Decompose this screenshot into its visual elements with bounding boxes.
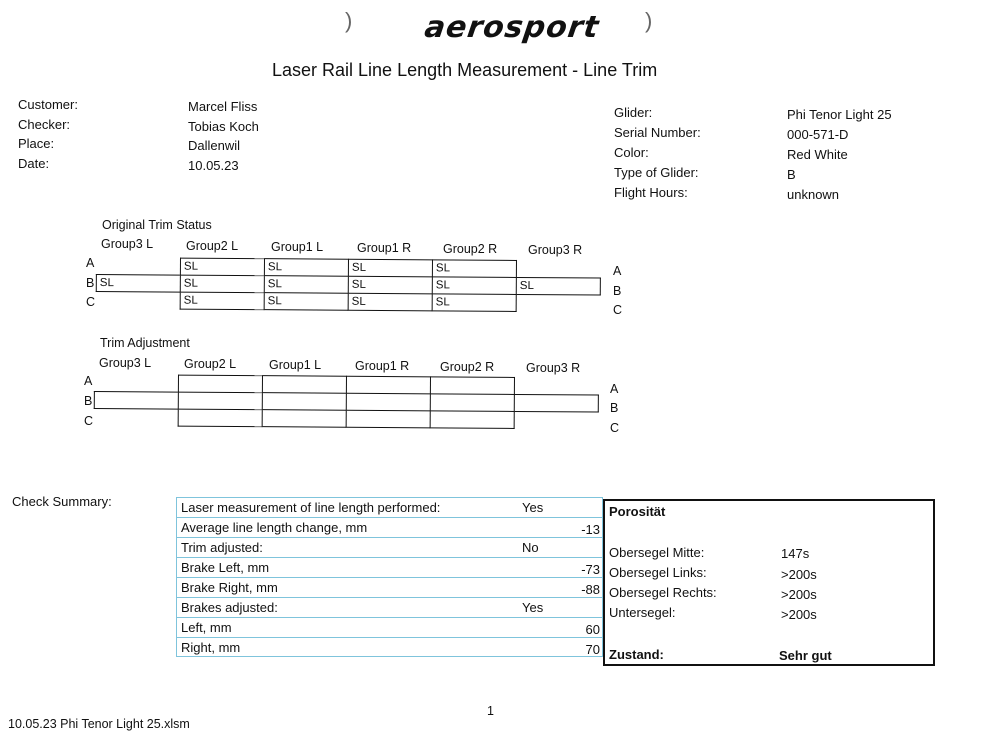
orig-row-b-left: B [86, 276, 95, 290]
summary-yes-no: No [522, 540, 539, 555]
porositaet-title: Porosität [609, 504, 666, 519]
obersegel-links-value: >200s [781, 567, 817, 582]
adj-row-a-left: A [84, 374, 93, 388]
orig-row-c-left: C [86, 295, 96, 309]
orig-c-group1-r: SL [348, 293, 432, 311]
adj-a-group3-l [94, 375, 178, 393]
summary-yes-no: Yes [522, 500, 544, 515]
orig-c-group3-r [516, 294, 600, 312]
zustand-value: Sehr gut [779, 648, 832, 663]
adj-a-group1-l [262, 376, 346, 394]
orig-a-group1-l: SL [264, 259, 348, 277]
summary-key: Average line length change, mm [181, 520, 368, 535]
checker-value: Tobias Koch [188, 119, 259, 134]
obersegel-rechts-value: >200s [781, 587, 817, 602]
orig-row-c-right: C [613, 303, 623, 317]
zustand-label: Zustand: [609, 647, 664, 662]
adj-group3-l-header: Group3 L [99, 356, 152, 370]
orig-row-b-right: B [613, 284, 622, 298]
orig-group1-r-header: Group1 R [357, 241, 412, 255]
orig-b-group1-r: SL [348, 276, 432, 294]
orig-b-group1-l: SL [264, 276, 348, 294]
orig-row-c [96, 292, 600, 313]
orig-c-group1-l: SL [264, 293, 348, 311]
orig-c-group2-l: SL [180, 292, 264, 310]
page-number: 1 [487, 704, 494, 718]
summary-row-brake-right [176, 577, 603, 597]
orig-group2-l-header: Group2 L [186, 239, 239, 253]
color-label: Color: [614, 145, 649, 160]
original-trim-table [96, 257, 601, 313]
trim-adjustment-table [94, 374, 599, 430]
summary-yes-no: Yes [522, 600, 544, 615]
date-label: Date: [18, 156, 50, 171]
orig-group1-l-header: Group1 L [271, 240, 324, 254]
summary-row-avg-change [176, 517, 603, 537]
page-title: Laser Rail Line Length Measurement - Line Trim [272, 60, 658, 80]
adj-b-group2-l [178, 392, 262, 410]
adj-c-group3-l [94, 409, 178, 427]
adj-row-c [94, 409, 598, 430]
adj-row-b-left: B [84, 394, 93, 408]
place-value: Dallenwil [188, 138, 241, 153]
orig-a-group2-l: SL [180, 258, 264, 276]
orig-c-group3-l [96, 292, 180, 310]
summary-number: 60 [585, 622, 600, 637]
adj-a-group3-r [514, 377, 598, 395]
untersegel-label: Untersegel: [609, 605, 676, 620]
adj-c-group1-r [346, 410, 430, 428]
color-value: Red White [787, 147, 848, 162]
summary-row-right [176, 637, 603, 657]
orig-a-group3-r [516, 260, 600, 278]
orig-b-group2-l: SL [180, 275, 264, 293]
footer-filename: 10.05.23 Phi Tenor Light 25.xlsm [8, 717, 190, 731]
summary-key: Trim adjusted: [181, 540, 263, 555]
summary-number: 70 [585, 642, 600, 657]
customer-value: Marcel Fliss [188, 99, 258, 114]
summary-key: Brakes adjusted: [181, 600, 278, 615]
checker-label: Checker: [18, 117, 71, 132]
summary-row-brakes-adjusted [176, 597, 603, 617]
obersegel-mitte-label: Obersegel Mitte: [609, 545, 705, 560]
orig-a-group3-l [96, 258, 180, 276]
orig-a-group1-r: SL [348, 259, 432, 277]
orig-b-group3-r: SL [516, 277, 600, 295]
obersegel-links-label: Obersegel Links: [609, 565, 707, 580]
adj-group3-r-header: Group3 R [526, 361, 581, 375]
adj-b-group2-r [430, 394, 514, 412]
orig-c-group2-r: SL [432, 294, 516, 312]
adj-group1-l-header: Group1 L [269, 358, 322, 372]
adj-c-group3-r [514, 411, 598, 429]
original-trim-title: Original Trim Status [102, 218, 212, 232]
adj-a-group1-r [346, 376, 430, 394]
flight-hours-label: Flight Hours: [614, 185, 688, 200]
summary-row-brake-left [176, 557, 603, 577]
orig-row-a-left: A [86, 256, 95, 270]
adj-c-group2-r [430, 411, 514, 429]
adj-b-group3-r [514, 394, 598, 412]
summary-number: -88 [581, 582, 600, 597]
adj-group2-r-header: Group2 R [440, 360, 495, 374]
place-label: Place: [18, 136, 55, 151]
glider-type-label: Type of Glider: [614, 165, 699, 180]
obersegel-mitte-value: 147s [781, 546, 810, 561]
summary-key: Laser measurement of line length performed: [181, 500, 441, 515]
flight-hours-value: unknown [787, 187, 840, 202]
glider-label: Glider: [614, 105, 653, 120]
summary-row-left [176, 617, 603, 637]
adj-b-group1-l [262, 393, 346, 411]
summary-key: Right, mm [181, 640, 241, 655]
summary-key: Left, mm [181, 620, 232, 635]
date-value: 10.05.23 [188, 158, 239, 173]
adj-row-b-right: B [610, 401, 619, 415]
adj-row-c-left: C [84, 414, 94, 428]
adj-group2-l-header: Group2 L [184, 357, 237, 371]
summary-key: Brake Right, mm [181, 580, 278, 595]
adj-row-a-right: A [610, 382, 619, 396]
orig-group2-r-header: Group2 R [443, 242, 498, 256]
trim-adjustment-title: Trim Adjustment [100, 336, 190, 350]
obersegel-rechts-label: Obersegel Rechts: [609, 585, 717, 600]
adj-c-group2-l [178, 409, 262, 427]
orig-a-group2-r: SL [432, 260, 516, 278]
adj-a-group2-l [178, 375, 262, 393]
serial-number-value: 000-571-D [787, 127, 849, 142]
adj-group1-r-header: Group1 R [355, 359, 410, 373]
glider-type-value: B [787, 167, 796, 182]
summary-number: -73 [581, 562, 600, 577]
customer-label: Customer: [18, 97, 78, 112]
header-decoration-left: ) [345, 8, 353, 33]
summary-number: -13 [581, 522, 600, 537]
orig-b-group3-l: SL [96, 275, 180, 293]
serial-number-label: Serial Number: [614, 125, 701, 140]
adj-row-c-right: C [610, 421, 620, 435]
adj-a-group2-r [430, 377, 514, 395]
adj-c-group1-l [262, 410, 346, 428]
summary-key: Brake Left, mm [181, 560, 270, 575]
orig-row-a-right: A [613, 264, 622, 278]
adj-b-group1-r [346, 393, 430, 411]
orig-b-group2-r: SL [432, 277, 516, 295]
summary-row-laser [176, 497, 603, 517]
summary-row-trim-adjusted [176, 537, 603, 557]
orig-group3-l-header: Group3 L [101, 237, 154, 251]
aerosport-logo: aerosport [422, 10, 602, 45]
untersegel-value: >200s [781, 607, 817, 622]
header-decoration-right: ) [645, 8, 653, 33]
check-summary-label: Check Summary: [12, 494, 112, 509]
porositaet-box [603, 499, 935, 666]
glider-value: Phi Tenor Light 25 [787, 107, 892, 122]
orig-group3-r-header: Group3 R [528, 243, 583, 257]
adj-b-group3-l [94, 392, 178, 410]
